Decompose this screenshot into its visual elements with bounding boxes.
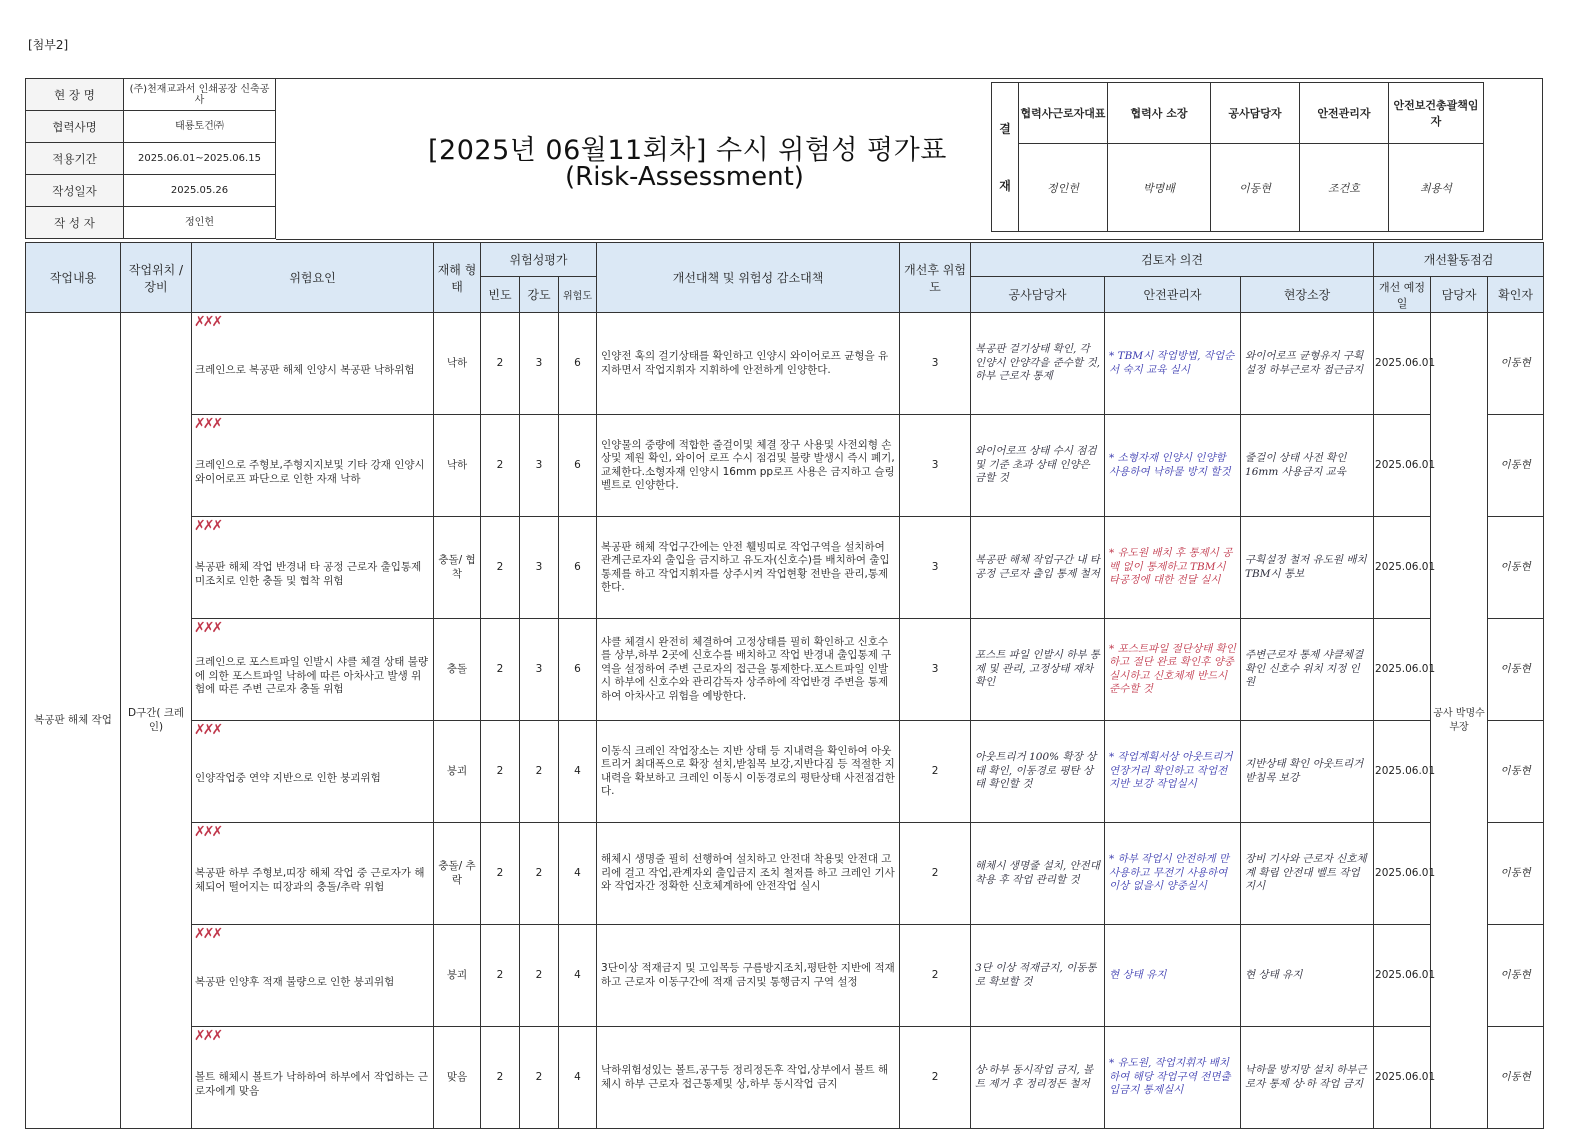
freq-cell: 2 [481, 1027, 520, 1129]
check-mark-icon: ✗✗✗ [194, 926, 221, 942]
check-mark-icon: ✗✗✗ [194, 314, 221, 330]
plan-date-cell: 2025.06.01 [1374, 823, 1431, 925]
risk-assessment-table [25, 242, 1544, 1129]
freq-cell: 2 [481, 721, 520, 823]
confirm-signature: 이동현 [1488, 415, 1544, 517]
signature: 박명배 [1108, 144, 1211, 232]
review-site-cell: 와이어로프 균형유지 구획설정 하부근로자 접근금지 [1241, 313, 1374, 415]
header-sev: 강도 [520, 277, 559, 313]
review-safety-cell: * 소형자재 인양시 인양함 사용하여 낙하물 방지 할것 [1105, 415, 1241, 517]
review-construction-cell: 포스트 파일 인발시 하부 통제 및 관리, 고정상태 재차 확인 [971, 619, 1105, 721]
after-risk-cell: 2 [900, 721, 971, 823]
check-mark-icon: ✗✗✗ [194, 620, 221, 636]
type-cell: 충돌 [434, 619, 481, 721]
risk-cell: 6 [559, 619, 597, 721]
info-row [26, 143, 276, 175]
measure-cell: 이동식 크레인 작업장소는 지반 상태 등 지내력을 확인하여 아웃트리거 최대폭으로 확장 설치,받침목 보강,지반다짐 등 적절한 지내력을 확보하고 크레인 이동시 이동경로의 평탄상태 사전점검한다. [597, 721, 900, 823]
hazard-cell [192, 925, 434, 1027]
sev-cell: 3 [520, 313, 559, 415]
approval-label: 결 재 [992, 83, 1019, 232]
check-mark-icon: ✗✗✗ [194, 518, 221, 534]
info-row [26, 79, 276, 111]
review-site-cell: 주변근로자 통제 샤클체결 확인 신호수 위치 지정 인원 [1241, 619, 1374, 721]
review-construction-cell: 3단 이상 적재금지, 이동통로 확보할 것 [971, 925, 1105, 1027]
freq-cell: 2 [481, 313, 520, 415]
after-risk-cell: 2 [900, 925, 971, 1027]
risk-cell: 6 [559, 313, 597, 415]
info-value: 태룡토건㈜ [124, 111, 276, 143]
review-site-cell: 현 상태 유지 [1241, 925, 1374, 1027]
hazard-text: 복공판 하부 주형보,띠장 해체 작업 중 근로자가 해체되어 떨어지는 띠장과의 충돌/추락 위험 [195, 867, 425, 893]
info-value: 정인헌 [124, 207, 276, 239]
review-site-cell: 줄걸이 상태 사전 확인 16mm 사용금지 교육 [1241, 415, 1374, 517]
approval-role: 공사담당자 [1211, 83, 1300, 144]
review-construction-cell: 해체시 생명줄 설치, 안전대 착용 후 작업 관리할 것 [971, 823, 1105, 925]
page-title: [2025년 06월11회차] 수시 위험성 평가표 [428, 135, 947, 166]
plan-date-cell: 2025.06.01 [1374, 517, 1431, 619]
signature: 이동현 [1211, 144, 1300, 232]
header-risk-eval: 위험성평가 [481, 243, 597, 277]
hazard-cell [192, 415, 434, 517]
hazard-text: 크레인으로 포스트파일 인발시 샤클 체결 상태 불량에 의한 포스트파일 낙하에 따른 아차사고 발생 위험에 따른 주변 근로자 충돌 위험 [195, 656, 429, 696]
review-construction-cell: 아웃트리거 100% 확장 상태 확인, 이동경로 평탄 상태 확인할 것 [971, 721, 1105, 823]
plan-date-cell: 2025.06.01 [1374, 415, 1431, 517]
review-construction-cell: 복공판 걸기상태 확인, 각 인양시 안양각을 준수할 것, 하부 근로자 통제 [971, 313, 1105, 415]
task-cell: 복공판 해체 작업 [26, 313, 121, 1129]
hazard-text: 인양작업중 연약 지반으로 인한 붕괴위험 [195, 771, 381, 784]
risk-cell: 4 [559, 925, 597, 1027]
header-manager: 담당자 [1431, 277, 1488, 313]
plan-date-cell: 2025.06.01 [1374, 619, 1431, 721]
info-label: 현 장 명 [26, 79, 124, 111]
info-label: 협력사명 [26, 111, 124, 143]
plan-date-cell: 2025.06.01 [1374, 721, 1431, 823]
info-row [26, 175, 276, 207]
measure-cell: 해체시 생명줄 필히 선행하여 설치하고 안전대 착용및 안전대 고리에 걸고 작업,관계자외 출입금지 조치 철저를 하고 크레인 기사와 작업자간 정확한 신호체계하에 안전작업 실시 [597, 823, 900, 925]
measure-cell: 인양전 훅의 걸기상태를 확인하고 인양시 와이어로프 균형을 유지하면서 작업지휘자 지휘하에 안전하게 인양한다. [597, 313, 900, 415]
check-mark-icon: ✗✗✗ [194, 416, 221, 432]
info-label: 적용기간 [26, 143, 124, 175]
info-table [25, 78, 276, 239]
after-risk-cell: 3 [900, 517, 971, 619]
sev-cell: 3 [520, 619, 559, 721]
approval-role: 협력사 소장 [1108, 83, 1211, 144]
header-type: 재해 형태 [434, 243, 481, 313]
header-plan-date: 개선 예정일 [1374, 277, 1431, 313]
hazard-text: 볼트 해체시 볼트가 낙하하여 하부에서 작업하는 근로자에게 맞음 [195, 1071, 429, 1097]
risk-cell: 4 [559, 823, 597, 925]
info-label: 작 성 자 [26, 207, 124, 239]
approval-box [991, 82, 1484, 232]
type-cell: 낙하 [434, 415, 481, 517]
sev-cell: 3 [520, 517, 559, 619]
sev-cell: 2 [520, 925, 559, 1027]
measure-cell: 복공판 해체 작업구간에는 안전 휄빙띠로 작업구역을 설치하여 관계근로자외 출입을 금지하고 유도자(신호수)를 배치하여 출입통제를 하고 작업지휘자를 상주시켜 작업현황 전반을 관리,통제한다. [597, 517, 900, 619]
sev-cell: 3 [520, 415, 559, 517]
info-row [26, 111, 276, 143]
header-after: 개선후 위험도 [900, 243, 971, 313]
measure-cell: 낙하위험성있는 볼트,공구등 정리정돈후 작업,상부에서 볼트 해체시 하부 근로자 접근통제및 상,하부 동시작업 금지 [597, 1027, 900, 1129]
hazard-cell [192, 517, 434, 619]
header-confirmer: 확인자 [1488, 277, 1544, 313]
type-cell: 붕괴 [434, 925, 481, 1027]
confirm-signature: 이동현 [1488, 517, 1544, 619]
confirm-signature: 이동현 [1488, 313, 1544, 415]
plan-date-cell: 2025.06.01 [1374, 313, 1431, 415]
confirm-signature: 이동현 [1488, 925, 1544, 1027]
after-risk-cell: 2 [900, 823, 971, 925]
table-row [26, 823, 1544, 925]
measure-cell: 샤클 체결시 완전히 체결하여 고정상태를 필히 확인하고 신호수를 상부,하부 2곳에 신호수를 배치하고 작업 반경내 출입통제 구역을 설정하여 주변 근로자의 접근을 통제한다.포스트파일 인발시 하부에 신호수와 관리감독자 상주하에 작업반경 주변을 통제하여 아차사고 위험을 예방한다. [597, 619, 900, 721]
review-construction-cell: 와이어로프 상태 수시 점검 및 기준 초과 상태 인양은 금할 것 [971, 415, 1105, 517]
confirm-signature: 이동현 [1488, 619, 1544, 721]
hazard-cell [192, 1027, 434, 1129]
confirm-signature: 이동현 [1488, 1027, 1544, 1129]
review-safety-cell: 현 상태 유지 [1105, 925, 1241, 1027]
review-safety-cell: * 작업계획서상 아웃트리거 연장거리 확인하고 작업전 지반 보강 작업실시 [1105, 721, 1241, 823]
risk-cell: 4 [559, 721, 597, 823]
review-safety-cell: * 유도원 배치 후 통제시 공백 없이 통제하고 TBM시 타공정에 대한 전달 실시 [1105, 517, 1241, 619]
sev-cell: 2 [520, 823, 559, 925]
review-site-cell: 장비 기사와 근로자 신호체계 확립 안전대 벨트 작업지시 [1241, 823, 1374, 925]
hazard-cell [192, 313, 434, 415]
review-safety-cell: * 포스트파일 절단상태 확인하고 절단 완료 확인후 양중실시하고 신호체제 반드시 준수할 것 [1105, 619, 1241, 721]
header-risk: 위험도 [559, 277, 597, 313]
freq-cell: 2 [481, 517, 520, 619]
risk-cell: 4 [559, 1027, 597, 1129]
after-risk-cell: 3 [900, 415, 971, 517]
header-measures: 개선대책 및 위험성 감소대책 [597, 243, 900, 313]
hazard-cell [192, 823, 434, 925]
table-row [26, 415, 1544, 517]
hazard-text: 크레인으로 복공판 해체 인양시 복공판 낙하위험 [195, 363, 415, 376]
type-cell: 충돌/ 추락 [434, 823, 481, 925]
header-reviewer-2: 안전관리자 [1105, 277, 1241, 313]
location-cell: D구간( 크레인) [121, 313, 192, 1129]
sev-cell: 2 [520, 1027, 559, 1129]
table-row [26, 925, 1544, 1027]
header-hazard: 위험요인 [192, 243, 434, 313]
risk-cell: 6 [559, 415, 597, 517]
table-row [26, 517, 1544, 619]
freq-cell: 2 [481, 415, 520, 517]
signature: 최용석 [1389, 144, 1484, 232]
type-cell: 낙하 [434, 313, 481, 415]
hazard-text: 크레인으로 주형보,주형지지보및 기타 강재 인양시 와이어로프 파단으로 인한 자재 낙하 [195, 459, 425, 485]
review-safety-cell: * TBM시 작업방법, 작업순서 숙지 교육 실시 [1105, 313, 1241, 415]
info-label: 작성일자 [26, 175, 124, 207]
after-risk-cell: 2 [900, 1027, 971, 1129]
hazard-cell [192, 619, 434, 721]
after-risk-cell: 3 [900, 313, 971, 415]
review-site-cell: 구획설정 철저 유도원 배치 TBM시 통보 [1241, 517, 1374, 619]
freq-cell: 2 [481, 619, 520, 721]
review-site-cell: 낙하물 방지망 설치 하부근로자 통제 상·하 작업 금지 [1241, 1027, 1374, 1129]
header-location: 작업위치 / 장비 [121, 243, 192, 313]
review-site-cell: 지반상태 확인 아웃트리거 받침목 보강 [1241, 721, 1374, 823]
review-safety-cell: * 하부 작업시 안전하게 만 사용하고 무전기 사용하여 이상 없을시 양중실시 [1105, 823, 1241, 925]
risk-cell: 6 [559, 517, 597, 619]
check-mark-icon: ✗✗✗ [194, 1028, 221, 1044]
hazard-text: 복공판 해체 작업 반경내 타 공정 근로자 출입통제 미조치로 인한 충돌 및 협착 위험 [195, 561, 422, 587]
type-cell: 붕괴 [434, 721, 481, 823]
manager-cell: 공사 박명수부장 [1431, 313, 1488, 1129]
measure-cell: 인양물의 중량에 적합한 줄걸이및 체결 장구 사용및 사전외형 손상및 제원 확인, 와이어 로프 수시 점검및 불량 발생시 즉시 폐기,교체한다.소형자재 인양시 16mm pp로프 사용은 금지하고 슬링벨트로 인양한다. [597, 415, 900, 517]
plan-date-cell: 2025.06.01 [1374, 925, 1431, 1027]
freq-cell: 2 [481, 925, 520, 1027]
confirm-signature: 이동현 [1488, 823, 1544, 925]
check-mark-icon: ✗✗✗ [194, 722, 221, 738]
after-risk-cell: 3 [900, 619, 971, 721]
header-task: 작업내용 [26, 243, 121, 313]
page-subtitle: (Risk-Assessment) [565, 162, 804, 192]
hazard-cell [192, 721, 434, 823]
type-cell: 맞음 [434, 1027, 481, 1129]
table-row [26, 721, 1544, 823]
plan-date-cell: 2025.06.01 [1374, 1027, 1431, 1129]
info-value: (주)천재교과서 인쇄공장 신축공사 [124, 79, 276, 111]
review-construction-cell: 복공판 해체 작업구간 내 타공정 근로자 출입 통제 철저 [971, 517, 1105, 619]
info-value: 2025.06.01~2025.06.15 [124, 143, 276, 175]
freq-cell: 2 [481, 823, 520, 925]
header-freq: 빈도 [481, 277, 520, 313]
review-construction-cell: 상·하부 동시작업 금지, 볼트 제거 후 정리정돈 철저 [971, 1027, 1105, 1129]
header-reviewer-3: 현장소장 [1241, 277, 1374, 313]
table-row [26, 313, 1544, 415]
check-mark-icon: ✗✗✗ [194, 824, 221, 840]
type-cell: 충돌/ 협착 [434, 517, 481, 619]
confirm-signature: 이동현 [1488, 721, 1544, 823]
sev-cell: 2 [520, 721, 559, 823]
hazard-text: 복공판 인양후 적재 불량으로 인한 붕괴위험 [195, 975, 395, 988]
table-row [26, 1027, 1544, 1129]
signature: 정인헌 [1019, 144, 1108, 232]
signature: 조건호 [1300, 144, 1389, 232]
table-row [26, 619, 1544, 721]
review-safety-cell: * 유도원, 작업지휘자 배치하여 해당 작업구역 전면출입금지 통제실시 [1105, 1027, 1241, 1129]
approval-role: 안전보건총괄책임자 [1389, 83, 1484, 144]
header-reviewer-1: 공사담당자 [971, 277, 1105, 313]
header-activity: 개선활동점검 [1374, 243, 1544, 277]
info-value: 2025.05.26 [124, 175, 276, 207]
approval-role: 안전관리자 [1300, 83, 1389, 144]
measure-cell: 3단이상 적재금지 및 고임목등 구름방지조치,평탄한 지반에 적재하고 근로자 이동구간에 적재 금지및 통행금지 구역 설정 [597, 925, 900, 1027]
approval-role: 협력사근로자대표 [1019, 83, 1108, 144]
attachment-label: [첨부2] [28, 38, 69, 52]
info-row [26, 207, 276, 239]
header-review: 검토자 의견 [971, 243, 1374, 277]
